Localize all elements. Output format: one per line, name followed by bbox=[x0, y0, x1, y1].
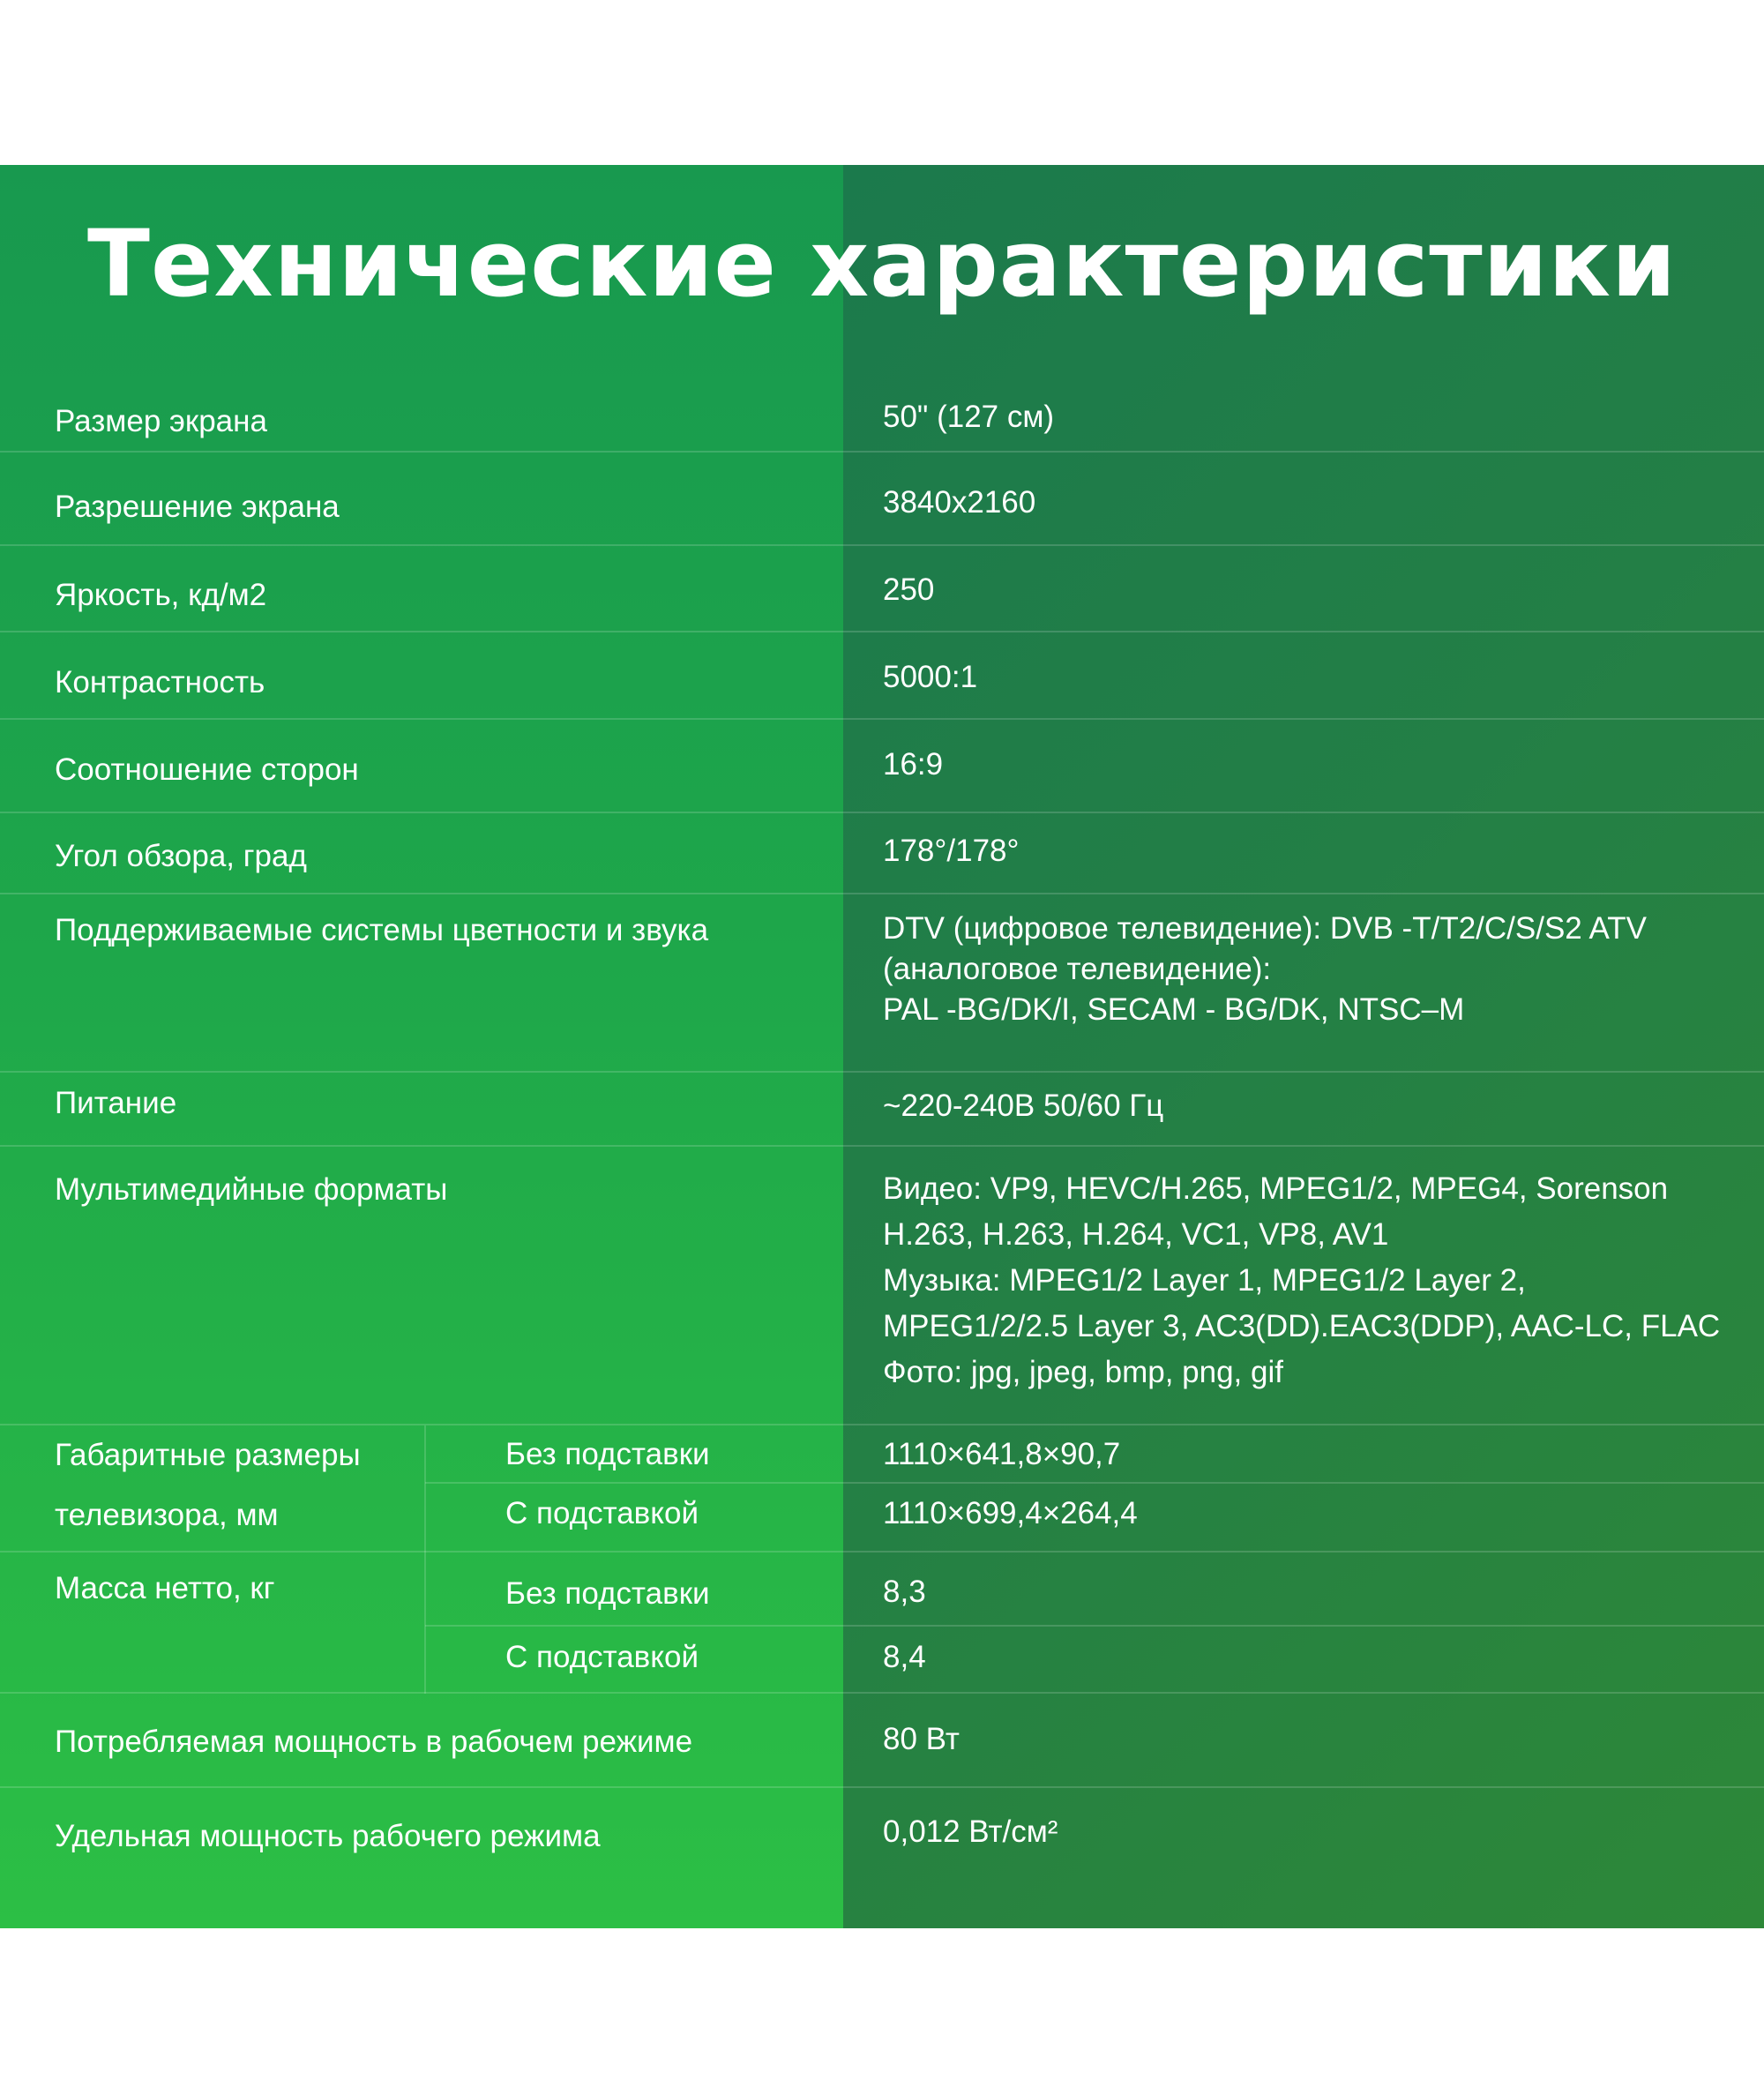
value-line: Фото: jpg, jpeg, bmp, png, gif bbox=[883, 1355, 1283, 1389]
spec-row-power-consumption bbox=[0, 1694, 1764, 1788]
spec-group-weight bbox=[0, 1553, 1764, 1694]
spec-row-screen-size bbox=[0, 379, 1764, 453]
sub-label-without-stand: Без подставки bbox=[505, 1437, 710, 1471]
spec-value bbox=[883, 1166, 1720, 1395]
spec-label: Яркость, кд/м2 bbox=[55, 578, 267, 612]
spec-group-dimensions bbox=[0, 1425, 1764, 1553]
spec-label: Удельная мощность рабочего режима bbox=[55, 1819, 601, 1853]
spec-label: Поддерживаемые системы цветности и звука bbox=[55, 913, 709, 947]
value-line: MPEG1/2/2.5 Layer 3, AC3(DD).EAC3(DDP), AAC-LC, FLAC bbox=[883, 1309, 1721, 1343]
spec-label: Потребляемая мощность в рабочем режиме bbox=[55, 1725, 693, 1759]
spec-value: ~220-240В 50/60 Гц bbox=[883, 1089, 1164, 1123]
spec-value: 80 Вт bbox=[883, 1722, 960, 1756]
value-line: Видео: VP9, HEVC/H.265, MPEG1/2, MPEG4, Sorenson bbox=[883, 1171, 1669, 1206]
spec-row-specific-power bbox=[0, 1788, 1764, 1928]
spec-row-power-supply bbox=[0, 1073, 1764, 1147]
spec-row-brightness bbox=[0, 546, 1764, 632]
spec-row-viewing-angle bbox=[0, 813, 1764, 894]
sub-label-with-stand: С подставкой bbox=[505, 1640, 699, 1674]
value-line: (аналоговое телевидение): bbox=[883, 952, 1272, 986]
spec-value: 8,3 bbox=[883, 1575, 926, 1609]
spec-row-multimedia-formats bbox=[0, 1147, 1764, 1425]
page-title: Технические характеристики bbox=[87, 210, 1677, 318]
value-line: PAL -BG/DK/I, SECAM - BG/DK, NTSC–M bbox=[883, 992, 1465, 1027]
group-divider bbox=[424, 1553, 426, 1694]
spec-value: 16:9 bbox=[883, 747, 944, 782]
spec-label: Размер экрана bbox=[55, 404, 267, 438]
spec-value: 1110×641,8×90,7 bbox=[883, 1437, 1121, 1471]
sub-label-without-stand: Без подставки bbox=[505, 1576, 710, 1611]
spec-value bbox=[883, 909, 1647, 1030]
spec-label: Контрастность bbox=[55, 665, 265, 700]
label-line: телевизора, мм bbox=[55, 1498, 279, 1532]
spec-value: 50" (127 см) bbox=[883, 400, 1055, 434]
spec-row-resolution bbox=[0, 453, 1764, 546]
spec-value: 178°/178° bbox=[883, 834, 1020, 868]
spec-label: Масса нетто, кг bbox=[55, 1571, 275, 1605]
spec-label: Угол обзора, град bbox=[55, 839, 307, 873]
sub-divider bbox=[425, 1482, 1764, 1484]
spec-value: 0,012 Вт/см² bbox=[883, 1814, 1058, 1849]
sub-divider bbox=[425, 1625, 1764, 1627]
spec-value: 5000:1 bbox=[883, 660, 978, 694]
value-line: H.263, H.263, H.264, VC1, VP8, AV1 bbox=[883, 1217, 1389, 1252]
spec-label: Питание bbox=[55, 1086, 177, 1120]
spec-label: Разрешение экрана bbox=[55, 490, 340, 524]
spec-label: Мультимедийные форматы bbox=[55, 1172, 448, 1207]
spec-row-color-systems bbox=[0, 894, 1764, 1073]
spec-label: Соотношение сторон bbox=[55, 752, 359, 787]
spec-value: 250 bbox=[883, 572, 935, 607]
spec-value: 3840х2160 bbox=[883, 485, 1036, 520]
sub-label-with-stand: С подставкой bbox=[505, 1496, 699, 1530]
spec-value: 8,4 bbox=[883, 1640, 926, 1674]
value-line: DTV (цифровое телевидение): DVB -T/T2/C/S/S2 ATV bbox=[883, 911, 1648, 946]
label-line: Габаритные размеры bbox=[55, 1438, 361, 1472]
spec-row-contrast bbox=[0, 632, 1764, 720]
group-divider bbox=[424, 1425, 426, 1553]
value-line: Музыка: MPEG1/2 Layer 1, MPEG1/2 Layer 2, bbox=[883, 1263, 1526, 1298]
spec-value: 1110×699,4×264,4 bbox=[883, 1496, 1138, 1530]
specs-panel bbox=[0, 165, 1764, 1928]
spec-row-aspect-ratio bbox=[0, 720, 1764, 813]
spec-label bbox=[55, 1425, 407, 1545]
